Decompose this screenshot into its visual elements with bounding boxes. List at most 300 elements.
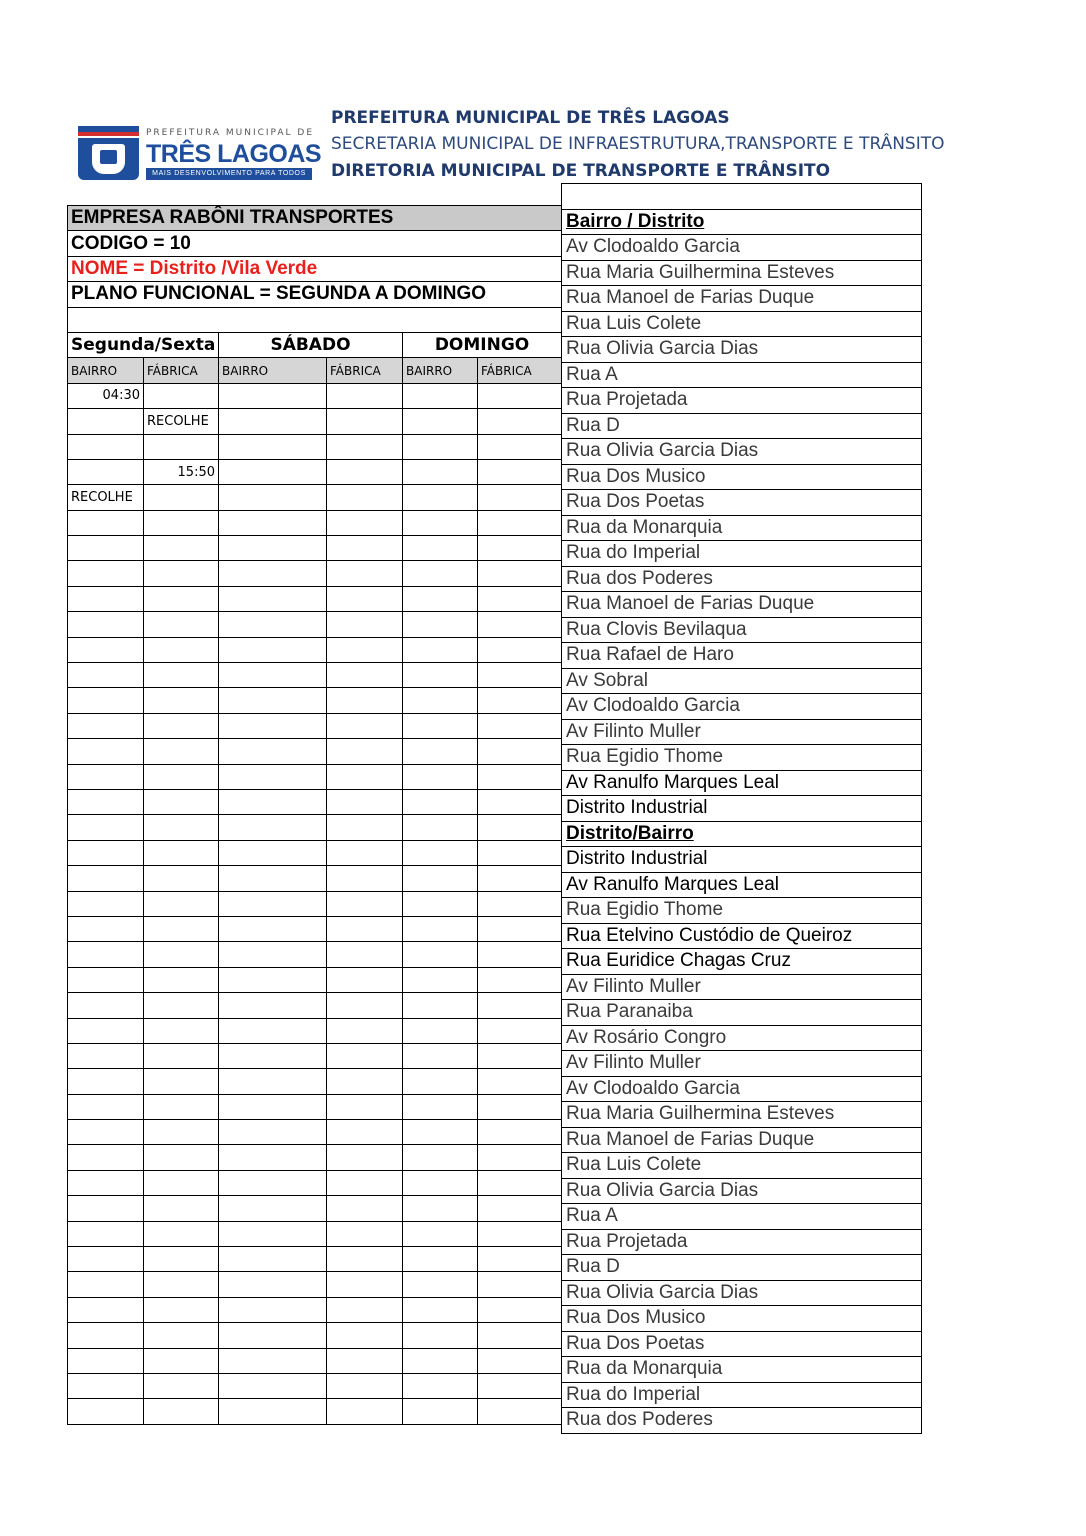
schedule-cell — [478, 1170, 562, 1195]
schedule-row — [68, 739, 562, 764]
schedule-cell — [327, 739, 403, 764]
route-street: Rua Olivia Garcia Dias — [562, 439, 922, 465]
schedule-cell — [68, 1373, 144, 1398]
schedule-row — [68, 815, 562, 840]
schedule-cell — [68, 434, 144, 459]
schedule-cell — [478, 866, 562, 891]
schedule-cell — [478, 993, 562, 1018]
schedule-cell — [403, 1272, 478, 1297]
schedule-cell — [478, 663, 562, 688]
route-row — [562, 1000, 922, 1026]
schedule-cell — [219, 536, 327, 561]
schedule-cell — [478, 815, 562, 840]
schedule-row — [68, 637, 562, 662]
route-section-header: Bairro / Distrito — [562, 209, 922, 235]
schedule-cell — [403, 1221, 478, 1246]
route-street: Rua dos Poderes — [562, 566, 922, 592]
schedule-cell — [144, 891, 219, 916]
subheader-cell: FÁBRICA — [478, 358, 562, 383]
schedule-cell: RECOLHE — [68, 485, 144, 510]
schedule-cell — [68, 510, 144, 535]
schedule-cell — [144, 739, 219, 764]
schedule-cell — [327, 637, 403, 662]
schedule-cell — [403, 1120, 478, 1145]
schedule-cell — [68, 789, 144, 814]
schedule-cell — [478, 840, 562, 865]
schedule-cell — [144, 1196, 219, 1221]
route-street: Av Ranulfo Marques Leal — [562, 770, 922, 796]
blank-cell — [68, 307, 562, 332]
schedule-cell — [219, 383, 327, 408]
route-street — [562, 184, 922, 210]
schedule-cell — [327, 1069, 403, 1094]
schedule-cell — [478, 688, 562, 713]
route-row — [562, 1255, 922, 1281]
schedule-cell — [219, 409, 327, 434]
schedule-cell — [219, 739, 327, 764]
schedule-row — [68, 1399, 562, 1424]
schedule-cell — [327, 434, 403, 459]
crest-icon — [78, 138, 139, 180]
schedule-cell — [327, 1323, 403, 1348]
schedule-cell — [403, 561, 478, 586]
schedule-cell — [327, 1120, 403, 1145]
route-row — [562, 1382, 922, 1408]
schedule-cell — [327, 866, 403, 891]
plano-row — [68, 282, 562, 307]
route-row — [562, 362, 922, 388]
schedule-row — [68, 1272, 562, 1297]
schedule-cell — [327, 967, 403, 992]
schedule-cell — [478, 485, 562, 510]
schedule-cell — [327, 383, 403, 408]
route-street: Av Clodoaldo Garcia — [562, 694, 922, 720]
tres-lagoas-logo — [78, 126, 322, 182]
schedule-row — [68, 789, 562, 814]
route-street: Distrito Industrial — [562, 796, 922, 822]
day-header-row — [68, 332, 562, 357]
schedule-cell — [327, 789, 403, 814]
schedule-cell — [327, 764, 403, 789]
schedule-row — [68, 713, 562, 738]
schedule-cell — [68, 536, 144, 561]
route-table — [561, 183, 922, 1434]
schedule-cell — [68, 1069, 144, 1094]
route-row — [562, 1331, 922, 1357]
schedule-cell — [219, 1297, 327, 1322]
schedule-cell — [478, 1272, 562, 1297]
schedule-cell — [403, 1018, 478, 1043]
schedule-cell — [327, 1145, 403, 1170]
schedule-cell — [478, 637, 562, 662]
schedule-cell — [327, 1297, 403, 1322]
schedule-cell — [327, 459, 403, 484]
subheader-cell: FÁBRICA — [144, 358, 219, 383]
schedule-cell — [327, 942, 403, 967]
schedule-cell — [327, 510, 403, 535]
schedule-cell — [68, 637, 144, 662]
schedule-cell — [327, 536, 403, 561]
schedule-cell — [327, 1018, 403, 1043]
route-street: Rua Olivia Garcia Dias — [562, 337, 922, 363]
schedule-cell — [144, 383, 219, 408]
schedule-row — [68, 1247, 562, 1272]
schedule-cell — [68, 1247, 144, 1272]
route-row — [562, 1306, 922, 1332]
schedule-cell — [144, 485, 219, 510]
schedule-cell — [219, 866, 327, 891]
schedule-cell — [68, 840, 144, 865]
schedule-row — [68, 942, 562, 967]
route-row — [562, 643, 922, 669]
schedule-row — [68, 1196, 562, 1221]
subheader-cell: BAIRRO — [68, 358, 144, 383]
schedule-cell — [68, 916, 144, 941]
schedule-cell — [478, 1348, 562, 1373]
schedule-cell — [68, 993, 144, 1018]
schedule-cell — [478, 1373, 562, 1398]
route-row — [562, 1229, 922, 1255]
subheader-cell: BAIRRO — [403, 358, 478, 383]
nome-label: NOME = Distrito /Vila Verde — [68, 256, 562, 281]
schedule-cell — [478, 1297, 562, 1322]
schedule-cell — [144, 1069, 219, 1094]
schedule-cell — [219, 1120, 327, 1145]
route-row — [562, 1127, 922, 1153]
schedule-cell — [403, 840, 478, 865]
schedule-cell — [144, 713, 219, 738]
schedule-cell — [478, 764, 562, 789]
route-street: Rua Projetada — [562, 1229, 922, 1255]
schedule-row — [68, 764, 562, 789]
codigo-label: CODIGO = 10 — [68, 231, 562, 256]
schedule-row — [68, 1145, 562, 1170]
schedule-cell — [478, 713, 562, 738]
route-row — [562, 1178, 922, 1204]
schedule-row — [68, 663, 562, 688]
schedule-cell — [403, 866, 478, 891]
schedule-cell — [403, 764, 478, 789]
schedule-cell — [68, 1018, 144, 1043]
schedule-row — [68, 1348, 562, 1373]
schedule-cell — [403, 993, 478, 1018]
schedule-row — [68, 434, 562, 459]
schedule-cell — [403, 485, 478, 510]
route-street: Rua A — [562, 362, 922, 388]
schedule-cell — [219, 713, 327, 738]
schedule-cell — [478, 1094, 562, 1119]
schedule-cell — [403, 942, 478, 967]
schedule-cell — [403, 1170, 478, 1195]
schedule-cell — [144, 1018, 219, 1043]
schedule-row — [68, 1323, 562, 1348]
codigo-row — [68, 231, 562, 256]
schedule-cell — [327, 916, 403, 941]
schedule-cell — [327, 612, 403, 637]
schedule-cell — [403, 409, 478, 434]
schedule-cell — [68, 739, 144, 764]
route-row — [562, 311, 922, 337]
schedule-cell — [68, 409, 144, 434]
schedule-cell — [403, 739, 478, 764]
header-line-1: PREFEITURA MUNICIPAL DE TRÊS LAGOAS — [331, 108, 730, 128]
route-row — [562, 668, 922, 694]
schedule-cell — [144, 1323, 219, 1348]
route-street: Rua A — [562, 1204, 922, 1230]
route-street: Rua do Imperial — [562, 1382, 922, 1408]
logo-tagline: MAIS DESENVOLVIMENTO PARA TODOS — [146, 168, 312, 180]
schedule-row — [68, 688, 562, 713]
schedule-cell — [219, 993, 327, 1018]
schedule-cell — [403, 815, 478, 840]
day-weekdays: Segunda/Sexta — [68, 332, 219, 357]
plano-label: PLANO FUNCIONAL = SEGUNDA A DOMINGO — [68, 282, 562, 307]
schedule-cell — [327, 1272, 403, 1297]
schedule-row — [68, 1221, 562, 1246]
schedule-cell — [144, 586, 219, 611]
schedule-cell — [219, 815, 327, 840]
schedule-cell — [403, 510, 478, 535]
route-street: Av Sobral — [562, 668, 922, 694]
schedule-cell — [219, 1018, 327, 1043]
schedule-cell — [403, 1094, 478, 1119]
schedule-cell — [478, 967, 562, 992]
schedule-cell — [144, 1170, 219, 1195]
schedule-cell — [403, 383, 478, 408]
schedule-cell — [403, 612, 478, 637]
logo-big-text: TRÊS LAGOAS — [146, 140, 322, 168]
schedule-cell — [144, 764, 219, 789]
schedule-cell — [68, 1120, 144, 1145]
route-street: Av Clodoaldo Garcia — [562, 1076, 922, 1102]
schedule-row — [68, 586, 562, 611]
schedule-cell — [144, 536, 219, 561]
schedule-cell — [68, 663, 144, 688]
logo-bar-red — [78, 132, 139, 136]
schedule-cell — [327, 815, 403, 840]
nome-row — [68, 256, 562, 281]
route-street: Rua Dos Poetas — [562, 1331, 922, 1357]
schedule-cell — [327, 586, 403, 611]
schedule-cell: 04:30 — [68, 383, 144, 408]
schedule-cell — [144, 916, 219, 941]
schedule-cell — [68, 1145, 144, 1170]
route-street: Rua da Monarquia — [562, 515, 922, 541]
route-row — [562, 413, 922, 439]
schedule-row — [68, 1043, 562, 1068]
schedule-row — [68, 510, 562, 535]
empresa-row — [68, 206, 562, 231]
schedule-cell — [403, 1247, 478, 1272]
route-row — [562, 898, 922, 924]
route-row — [562, 745, 922, 771]
route-street: Rua Euridice Chagas Cruz — [562, 949, 922, 975]
schedule-cell — [219, 764, 327, 789]
schedule-cell — [144, 434, 219, 459]
schedule-row — [68, 1297, 562, 1322]
schedule-cell — [144, 1145, 219, 1170]
schedule-cell — [403, 1323, 478, 1348]
schedule-cell — [403, 434, 478, 459]
route-row — [562, 796, 922, 822]
schedule-cell — [219, 1348, 327, 1373]
route-street: Rua Manoel de Farias Duque — [562, 286, 922, 312]
schedule-cell — [403, 663, 478, 688]
route-row — [562, 490, 922, 516]
schedule-cell — [144, 637, 219, 662]
schedule-cell — [327, 1170, 403, 1195]
schedule-cell — [219, 1247, 327, 1272]
route-row — [562, 260, 922, 286]
schedule-cell — [219, 1196, 327, 1221]
schedule-cell — [327, 561, 403, 586]
schedule-cell — [478, 1323, 562, 1348]
schedule-cell — [219, 663, 327, 688]
schedule-cell — [327, 409, 403, 434]
route-street: Av Rosário Congro — [562, 1025, 922, 1051]
schedule-cell — [403, 459, 478, 484]
schedule-cell — [144, 866, 219, 891]
schedule-cell — [478, 1247, 562, 1272]
schedule-cell — [144, 1272, 219, 1297]
route-street: Rua Olivia Garcia Dias — [562, 1280, 922, 1306]
route-street: Av Filinto Muller — [562, 1051, 922, 1077]
schedule-cell — [327, 891, 403, 916]
route-row — [562, 184, 922, 210]
schedule-cell — [403, 1297, 478, 1322]
schedule-cell — [219, 1399, 327, 1424]
route-street: Rua Manoel de Farias Duque — [562, 592, 922, 618]
schedule-cell — [327, 688, 403, 713]
schedule-cell — [68, 1196, 144, 1221]
subheader-cell: FÁBRICA — [327, 358, 403, 383]
route-row — [562, 923, 922, 949]
empresa-label: EMPRESA RABÔNI TRANSPORTES — [68, 206, 562, 231]
schedule-cell — [478, 739, 562, 764]
schedule-cell — [144, 1399, 219, 1424]
schedule-cell — [327, 1196, 403, 1221]
schedule-cell — [68, 1323, 144, 1348]
blank-row — [68, 307, 562, 332]
route-row — [562, 821, 922, 847]
schedule-cell — [403, 916, 478, 941]
route-street: Rua Olivia Garcia Dias — [562, 1178, 922, 1204]
schedule-cell — [327, 663, 403, 688]
schedule-cell — [219, 789, 327, 814]
route-street: Rua Egidio Thome — [562, 745, 922, 771]
schedule-cell — [478, 459, 562, 484]
schedule-cell — [478, 1120, 562, 1145]
route-street: Rua do Imperial — [562, 541, 922, 567]
logo-small-text: PREFEITURA MUNICIPAL DE — [146, 128, 315, 138]
schedule-row — [68, 993, 562, 1018]
schedule-cell — [478, 942, 562, 967]
schedule-cell — [219, 688, 327, 713]
route-row — [562, 1153, 922, 1179]
schedule-cell — [478, 916, 562, 941]
route-row — [562, 566, 922, 592]
crest-core — [100, 150, 117, 164]
schedule-cell — [219, 612, 327, 637]
route-street: Rua Projetada — [562, 388, 922, 414]
schedule-cell — [68, 891, 144, 916]
schedule-row — [68, 1120, 562, 1145]
schedule-cell — [219, 891, 327, 916]
schedule-cell — [144, 1094, 219, 1119]
schedule-cell — [68, 942, 144, 967]
schedule-cell — [219, 1221, 327, 1246]
schedule-row — [68, 409, 562, 434]
schedule-cell — [327, 1399, 403, 1424]
schedule-cell — [68, 1297, 144, 1322]
schedule-row — [68, 561, 562, 586]
schedule-cell — [144, 1297, 219, 1322]
schedule-cell — [327, 993, 403, 1018]
schedule-row — [68, 866, 562, 891]
schedule-row — [68, 1170, 562, 1195]
schedule-cell — [219, 1094, 327, 1119]
schedule-cell — [403, 1373, 478, 1398]
schedule-cell — [327, 1373, 403, 1398]
schedule-cell — [403, 1043, 478, 1068]
route-row — [562, 388, 922, 414]
route-row — [562, 235, 922, 261]
schedule-cell — [144, 510, 219, 535]
schedule-row — [68, 1373, 562, 1398]
schedule-cell — [144, 561, 219, 586]
schedule-cell — [219, 1145, 327, 1170]
schedule-cell — [68, 561, 144, 586]
route-street: Rua Dos Musico — [562, 464, 922, 490]
schedule-cell — [478, 1221, 562, 1246]
schedule-cell — [403, 713, 478, 738]
schedule-cell — [327, 1221, 403, 1246]
schedule-cell — [478, 891, 562, 916]
schedule-cell — [68, 612, 144, 637]
schedule-cell — [68, 1399, 144, 1424]
route-row — [562, 974, 922, 1000]
schedule-row — [68, 612, 562, 637]
schedule-cell — [144, 1348, 219, 1373]
schedule-cell — [144, 612, 219, 637]
schedule-cell — [68, 764, 144, 789]
schedule-cell — [403, 1399, 478, 1424]
schedule-cell — [478, 1069, 562, 1094]
route-row — [562, 439, 922, 465]
schedule-cell — [478, 1145, 562, 1170]
schedule-cell — [68, 688, 144, 713]
schedule-cell — [219, 916, 327, 941]
schedule-cell — [144, 1221, 219, 1246]
schedule-cell — [327, 1247, 403, 1272]
route-row — [562, 1280, 922, 1306]
route-row — [562, 872, 922, 898]
route-row — [562, 541, 922, 567]
route-row — [562, 770, 922, 796]
schedule-cell — [219, 967, 327, 992]
schedule-cell — [478, 434, 562, 459]
schedule-cell — [403, 789, 478, 814]
schedule-cell — [478, 1043, 562, 1068]
route-row — [562, 1051, 922, 1077]
header-line-2: SECRETARIA MUNICIPAL DE INFRAESTRUTURA,TRANSPORTE E TRÂNSITO — [331, 134, 945, 154]
route-street: Av Filinto Muller — [562, 974, 922, 1000]
route-street: Rua Etelvino Custódio de Queiroz — [562, 923, 922, 949]
schedule-cell — [403, 637, 478, 662]
route-street: Rua D — [562, 413, 922, 439]
schedule-table — [67, 205, 562, 1425]
schedule-row — [68, 1094, 562, 1119]
